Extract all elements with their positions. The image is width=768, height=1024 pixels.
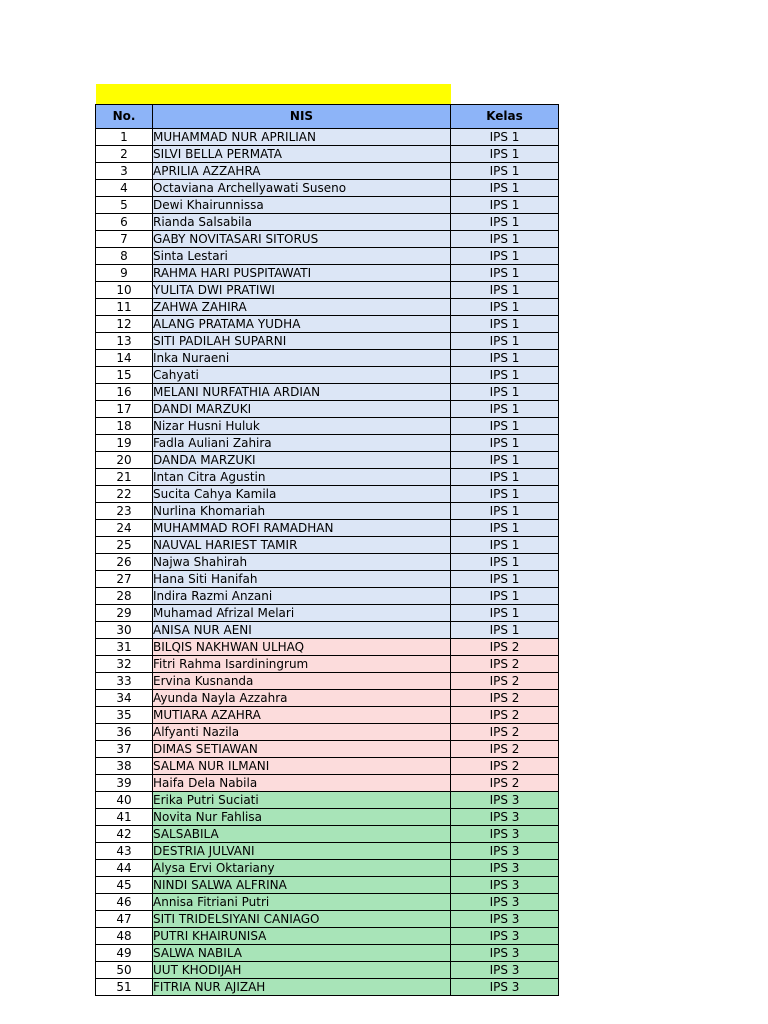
no-cell[interactable]: 25 [96, 537, 153, 554]
kelas-cell[interactable]: IPS 1 [451, 588, 559, 605]
no-cell[interactable]: 31 [96, 639, 153, 656]
nis-cell[interactable]: SITI TRIDELSIYANI CANIAGO [153, 911, 451, 928]
no-cell[interactable]: 23 [96, 503, 153, 520]
no-cell[interactable]: 47 [96, 911, 153, 928]
kelas-cell[interactable]: IPS 1 [451, 384, 559, 401]
table-row [96, 129, 559, 146]
nis-cell[interactable]: MUHAMMAD NUR APRILIAN [153, 129, 451, 146]
kelas-cell[interactable]: IPS 1 [451, 129, 559, 146]
table-row [96, 758, 559, 775]
nis-cell[interactable]: APRILIA AZZAHRA [153, 163, 451, 180]
nis-cell[interactable]: FITRIA NUR AJIZAH [153, 979, 451, 996]
table-row [96, 163, 559, 180]
no-cell[interactable]: 24 [96, 520, 153, 537]
no-cell[interactable]: 51 [96, 979, 153, 996]
kelas-cell[interactable]: IPS 2 [451, 724, 559, 741]
kelas-cell[interactable]: IPS 1 [451, 571, 559, 588]
kelas-cell[interactable]: IPS 3 [451, 911, 559, 928]
nis-cell[interactable]: Haifa Dela Nabila [153, 775, 451, 792]
nis-cell[interactable]: Nurlina Khomariah [153, 503, 451, 520]
table-row [96, 945, 559, 962]
table-row [96, 571, 559, 588]
kelas-cell[interactable]: IPS 1 [451, 146, 559, 163]
no-cell[interactable]: 44 [96, 860, 153, 877]
no-cell[interactable]: 22 [96, 486, 153, 503]
table-row [96, 469, 559, 486]
no-cell[interactable]: 37 [96, 741, 153, 758]
kelas-cell[interactable]: IPS 3 [451, 843, 559, 860]
nis-cell[interactable]: DESTRIA JULVANI [153, 843, 451, 860]
kelas-cell[interactable]: IPS 3 [451, 979, 559, 996]
no-cell[interactable]: 2 [96, 146, 153, 163]
nis-cell[interactable]: GABY NOVITASARI SITORUS [153, 231, 451, 248]
kelas-cell[interactable]: IPS 2 [451, 656, 559, 673]
kelas-cell[interactable]: IPS 1 [451, 248, 559, 265]
nis-cell[interactable]: SALSABILA [153, 826, 451, 843]
table-row [96, 605, 559, 622]
table-row [96, 299, 559, 316]
no-cell[interactable]: 36 [96, 724, 153, 741]
nis-cell[interactable]: NINDI SALWA ALFRINA [153, 877, 451, 894]
nis-cell[interactable]: MELANI NURFATHIA ARDIAN [153, 384, 451, 401]
kelas-cell[interactable]: IPS 3 [451, 809, 559, 826]
no-cell[interactable]: 48 [96, 928, 153, 945]
nis-cell[interactable]: Indira Razmi Anzani [153, 588, 451, 605]
kelas-cell[interactable]: IPS 1 [451, 605, 559, 622]
table-row [96, 860, 559, 877]
table-row [96, 894, 559, 911]
kelas-cell[interactable]: IPS 3 [451, 860, 559, 877]
table-row [96, 486, 559, 503]
kelas-cell[interactable]: IPS 1 [451, 299, 559, 316]
nis-cell[interactable]: ANISA NUR AENI [153, 622, 451, 639]
nis-cell[interactable]: BILQIS NAKHWAN ULHAQ [153, 639, 451, 656]
kelas-cell[interactable]: IPS 3 [451, 894, 559, 911]
no-cell[interactable]: 14 [96, 350, 153, 367]
nis-cell[interactable]: Rianda Salsabila [153, 214, 451, 231]
kelas-cell[interactable]: IPS 1 [451, 486, 559, 503]
no-cell[interactable]: 13 [96, 333, 153, 350]
table-row [96, 877, 559, 894]
no-cell[interactable]: 43 [96, 843, 153, 860]
nis-cell[interactable]: NAUVAL HARIEST TAMIR [153, 537, 451, 554]
table-row [96, 928, 559, 945]
no-cell[interactable]: 26 [96, 554, 153, 571]
no-cell[interactable]: 46 [96, 894, 153, 911]
kelas-cell[interactable]: IPS 2 [451, 741, 559, 758]
nis-cell[interactable]: PUTRI KHAIRUNISA [153, 928, 451, 945]
no-cell[interactable]: 30 [96, 622, 153, 639]
table-row [96, 146, 559, 163]
table-row [96, 316, 559, 333]
kelas-cell[interactable]: IPS 3 [451, 792, 559, 809]
kelas-cell[interactable]: IPS 1 [451, 622, 559, 639]
nis-cell[interactable]: SITI PADILAH SUPARNI [153, 333, 451, 350]
header-row [96, 105, 559, 129]
kelas-cell[interactable]: IPS 2 [451, 707, 559, 724]
kelas-cell[interactable]: IPS 1 [451, 316, 559, 333]
no-cell[interactable]: 39 [96, 775, 153, 792]
no-cell[interactable]: 49 [96, 945, 153, 962]
no-cell[interactable]: 34 [96, 690, 153, 707]
kelas-cell[interactable]: IPS 1 [451, 367, 559, 384]
kelas-cell[interactable]: IPS 3 [451, 962, 559, 979]
table-row [96, 197, 559, 214]
nis-cell[interactable]: DIMAS SETIAWAN [153, 741, 451, 758]
kelas-cell[interactable]: IPS 3 [451, 928, 559, 945]
table-row [96, 588, 559, 605]
no-cell[interactable]: 12 [96, 316, 153, 333]
no-cell[interactable]: 17 [96, 401, 153, 418]
table-row [96, 180, 559, 197]
table-row [96, 622, 559, 639]
nis-cell[interactable]: Alfyanti Nazila [153, 724, 451, 741]
no-cell[interactable]: 50 [96, 962, 153, 979]
no-cell[interactable]: 4 [96, 180, 153, 197]
nis-cell[interactable]: Inka Nuraeni [153, 350, 451, 367]
table-row [96, 843, 559, 860]
table-row [96, 384, 559, 401]
kelas-cell[interactable]: IPS 2 [451, 639, 559, 656]
header-no[interactable]: No. [96, 105, 153, 129]
no-cell[interactable]: 7 [96, 231, 153, 248]
no-cell[interactable]: 1 [96, 129, 153, 146]
no-cell[interactable]: 33 [96, 673, 153, 690]
kelas-cell[interactable]: IPS 2 [451, 673, 559, 690]
nis-cell[interactable]: Dewi Khairunnissa [153, 197, 451, 214]
kelas-cell[interactable]: IPS 3 [451, 826, 559, 843]
table-row [96, 231, 559, 248]
table-row [96, 520, 559, 537]
no-cell[interactable]: 35 [96, 707, 153, 724]
kelas-cell[interactable]: IPS 1 [451, 163, 559, 180]
nis-cell[interactable]: Novita Nur Fahlisa [153, 809, 451, 826]
kelas-cell[interactable]: IPS 1 [451, 537, 559, 554]
student-table [95, 104, 559, 996]
kelas-cell[interactable]: IPS 1 [451, 452, 559, 469]
nis-cell[interactable]: SALMA NUR ILMANI [153, 758, 451, 775]
nis-cell[interactable]: Octaviana Archellyawati Suseno [153, 180, 451, 197]
kelas-cell[interactable]: IPS 2 [451, 758, 559, 775]
table-row [96, 367, 559, 384]
kelas-cell[interactable]: IPS 1 [451, 282, 559, 299]
kelas-cell[interactable]: IPS 3 [451, 877, 559, 894]
nis-cell[interactable]: DANDA MARZUKI [153, 452, 451, 469]
nis-cell[interactable]: Hana Siti Hanifah [153, 571, 451, 588]
table-row [96, 911, 559, 928]
highlighted-title-cell[interactable] [96, 84, 451, 104]
no-cell[interactable]: 21 [96, 469, 153, 486]
kelas-cell[interactable]: IPS 1 [451, 435, 559, 452]
kelas-cell[interactable]: IPS 1 [451, 197, 559, 214]
nis-cell[interactable]: Fitri Rahma Isardiningrum [153, 656, 451, 673]
table-row [96, 435, 559, 452]
nis-cell[interactable]: Sucita Cahya Kamila [153, 486, 451, 503]
nis-cell[interactable]: Ervina Kusnanda [153, 673, 451, 690]
nis-cell[interactable]: UUT KHODIJAH [153, 962, 451, 979]
nis-cell[interactable]: Najwa Shahirah [153, 554, 451, 571]
table-row [96, 639, 559, 656]
kelas-cell[interactable]: IPS 1 [451, 180, 559, 197]
table-row [96, 690, 559, 707]
no-cell[interactable]: 9 [96, 265, 153, 282]
table-row [96, 741, 559, 758]
kelas-cell[interactable]: IPS 1 [451, 350, 559, 367]
no-cell[interactable]: 20 [96, 452, 153, 469]
table-row [96, 401, 559, 418]
nis-cell[interactable]: SALWA NABILA [153, 945, 451, 962]
table-row [96, 707, 559, 724]
kelas-cell[interactable]: IPS 1 [451, 418, 559, 435]
nis-cell[interactable]: DANDI MARZUKI [153, 401, 451, 418]
nis-cell[interactable]: YULITA DWI PRATIWI [153, 282, 451, 299]
table-row [96, 452, 559, 469]
kelas-cell[interactable]: IPS 3 [451, 945, 559, 962]
kelas-cell[interactable]: IPS 1 [451, 333, 559, 350]
no-cell[interactable]: 16 [96, 384, 153, 401]
table-row [96, 656, 559, 673]
no-cell[interactable]: 40 [96, 792, 153, 809]
nis-cell[interactable]: Muhamad Afrizal Melari [153, 605, 451, 622]
kelas-cell[interactable]: IPS 1 [451, 520, 559, 537]
no-cell[interactable]: 42 [96, 826, 153, 843]
kelas-cell[interactable]: IPS 1 [451, 503, 559, 520]
no-cell[interactable]: 10 [96, 282, 153, 299]
kelas-cell[interactable]: IPS 2 [451, 775, 559, 792]
table-row [96, 537, 559, 554]
nis-cell[interactable]: MUHAMMAD ROFI RAMADHAN [153, 520, 451, 537]
no-cell[interactable]: 38 [96, 758, 153, 775]
no-cell[interactable]: 11 [96, 299, 153, 316]
kelas-cell[interactable]: IPS 1 [451, 401, 559, 418]
no-cell[interactable]: 15 [96, 367, 153, 384]
table-row [96, 503, 559, 520]
header-nis[interactable]: NIS [153, 105, 451, 129]
nis-cell[interactable]: Erika Putri Suciati [153, 792, 451, 809]
table-row [96, 792, 559, 809]
no-cell[interactable]: 45 [96, 877, 153, 894]
no-cell[interactable]: 18 [96, 418, 153, 435]
nis-cell[interactable]: Fadla Auliani Zahira [153, 435, 451, 452]
nis-cell[interactable]: Sinta Lestari [153, 248, 451, 265]
table-row [96, 265, 559, 282]
table-row [96, 826, 559, 843]
no-cell[interactable]: 19 [96, 435, 153, 452]
table-row [96, 775, 559, 792]
no-cell[interactable]: 29 [96, 605, 153, 622]
no-cell[interactable]: 8 [96, 248, 153, 265]
no-cell[interactable]: 41 [96, 809, 153, 826]
nis-cell[interactable]: Cahyati [153, 367, 451, 384]
nis-cell[interactable]: Alysa Ervi Oktariany [153, 860, 451, 877]
nis-cell[interactable]: SILVI BELLA PERMATA [153, 146, 451, 163]
table-row [96, 554, 559, 571]
table-row [96, 282, 559, 299]
table-row [96, 979, 559, 996]
nis-cell[interactable]: Nizar Husni Huluk [153, 418, 451, 435]
table-row [96, 418, 559, 435]
no-cell[interactable]: 32 [96, 656, 153, 673]
nis-cell[interactable]: Ayunda Nayla Azzahra [153, 690, 451, 707]
kelas-cell[interactable]: IPS 1 [451, 554, 559, 571]
no-cell[interactable]: 27 [96, 571, 153, 588]
kelas-cell[interactable]: IPS 1 [451, 231, 559, 248]
no-cell[interactable]: 5 [96, 197, 153, 214]
no-cell[interactable]: 6 [96, 214, 153, 231]
no-cell[interactable]: 3 [96, 163, 153, 180]
table-row [96, 673, 559, 690]
nis-cell[interactable]: MUTIARA AZAHRA [153, 707, 451, 724]
nis-cell[interactable]: ALANG PRATAMA YUDHA [153, 316, 451, 333]
nis-cell[interactable]: Annisa Fitriani Putri [153, 894, 451, 911]
table-row [96, 724, 559, 741]
table-row [96, 248, 559, 265]
kelas-cell[interactable]: IPS 1 [451, 214, 559, 231]
table-row [96, 333, 559, 350]
header-kelas[interactable]: Kelas [451, 105, 559, 129]
no-cell[interactable]: 28 [96, 588, 153, 605]
table-row [96, 350, 559, 367]
kelas-cell[interactable]: IPS 1 [451, 265, 559, 282]
nis-cell[interactable]: RAHMA HARI PUSPITAWATI [153, 265, 451, 282]
nis-cell[interactable]: ZAHWA ZAHIRA [153, 299, 451, 316]
nis-cell[interactable]: Intan Citra Agustin [153, 469, 451, 486]
kelas-cell[interactable]: IPS 1 [451, 469, 559, 486]
kelas-cell[interactable]: IPS 2 [451, 690, 559, 707]
table-row [96, 809, 559, 826]
table-row [96, 214, 559, 231]
table-row [96, 962, 559, 979]
